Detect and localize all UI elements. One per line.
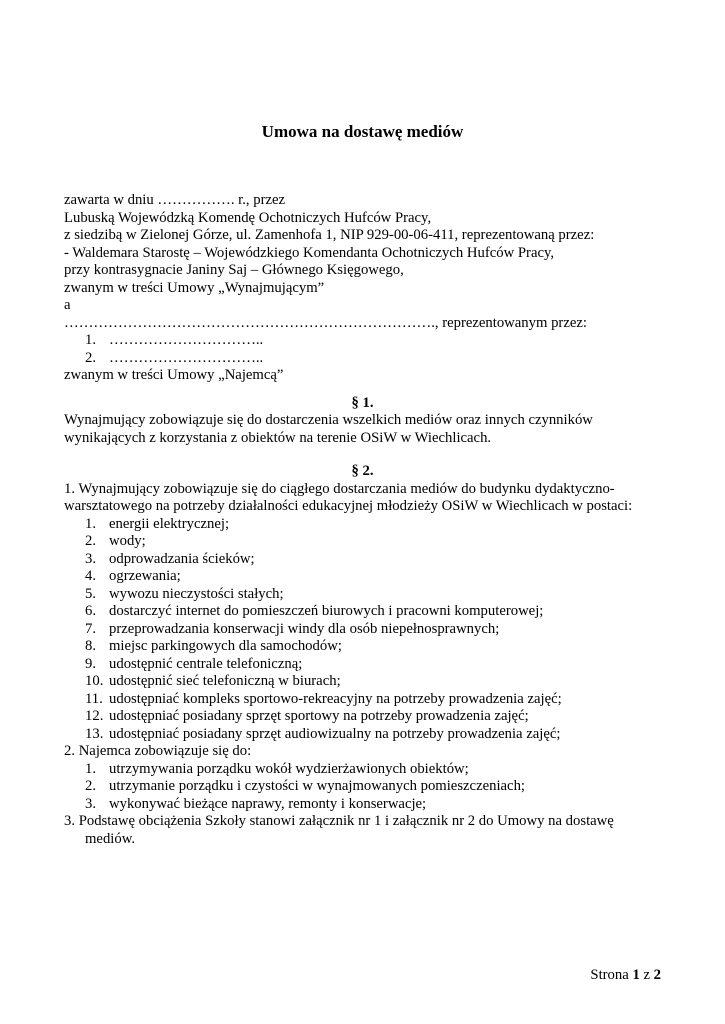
list-item-number: 1. — [85, 760, 97, 777]
list-item-text: wykonywać bieżące naprawy, remonty i konserwacje; — [109, 795, 427, 812]
section-2-point-3: 3. Podstawę obciążenia Szkoły stanowi załącznik nr 1 i załącznik nr 2 do Umowy na dostawę mediów. — [64, 813, 618, 847]
intro-line: z siedzibą w Zielonej Górze, ul. Zamenhofa 1, NIP 929-00-06-411, reprezentowaną przez: — [64, 227, 595, 243]
list-item — [64, 551, 661, 569]
section-2-point-2: 2. Najemca zobowiązuje się do: — [64, 743, 252, 759]
list-item-number: 1. — [85, 332, 97, 348]
intro-paragraph — [64, 192, 661, 385]
intro-closing-line: zwanym w treści Umowy „Najemcą” — [64, 367, 284, 383]
list-item-number: 3. — [85, 795, 97, 812]
party-blank-item — [64, 350, 661, 368]
section-2-heading: § 2. — [351, 463, 374, 479]
list-item — [64, 533, 661, 551]
list-item — [64, 691, 661, 709]
list-item-text: udostępniać posiadany sprzęt sportowy na potrzeby prowadzenia zajęć; — [109, 708, 529, 724]
list-item-text: dostarczyć internet do pomieszczeń biurowych i pracowni komputerowej; — [109, 603, 544, 619]
list-item-text: ………………………….. — [109, 349, 264, 366]
list-item — [64, 778, 661, 796]
list-item-text: udostępnić sieć telefoniczną w biurach; — [109, 673, 341, 689]
list-item-number: 10. — [85, 673, 104, 689]
list-item — [64, 621, 661, 639]
party-blank-item — [64, 332, 661, 350]
list-item-number: 12. — [85, 708, 104, 724]
intro-line: a — [64, 297, 71, 313]
list-item-text: udostępniać kompleks sportowo-rekreacyjny na potrzeby prowadzenia zajęć; — [109, 690, 562, 707]
list-item — [64, 603, 661, 621]
list-item-text: udostępnić centrale telefoniczną; — [109, 655, 303, 672]
page-number: 1 — [632, 967, 640, 983]
list-item-number: 9. — [85, 655, 97, 672]
list-item — [64, 638, 661, 656]
intro-line: - Waldemara Starostę – Wojewódzkiego Komendanta Ochotniczych Hufców Pracy, — [64, 244, 555, 261]
list-item — [64, 516, 661, 534]
list-item-number: 5. — [85, 585, 97, 602]
footer-label: Strona — [590, 967, 629, 983]
intro-line: Lubuską Wojewódzką Komendę Ochotniczych Hufców Pracy, — [64, 209, 432, 226]
list-item-text: energii elektrycznej; — [109, 515, 230, 532]
list-item — [64, 656, 661, 674]
list-item-number: 8. — [85, 638, 97, 654]
list-item-text: przeprowadzania konserwacji windy dla osób niepełnosprawnych; — [109, 620, 500, 637]
intro-line: przy kontrasygnacie Janiny Saj – Głównego Księgowego, — [64, 262, 404, 278]
list-item-number: 1. — [85, 515, 97, 532]
list-item-text: wody; — [109, 533, 146, 549]
list-item — [64, 568, 661, 586]
intro-line: zawarta w dniu ……………. r., przez — [64, 192, 286, 208]
list-item-text: udostępniać posiadany sprzęt audiowizualny na potrzeby prowadzenia zajęć; — [109, 725, 561, 742]
list-item-text: wywozu nieczystości stałych; — [109, 585, 284, 602]
list-item — [64, 761, 661, 779]
list-item-number: 6. — [85, 603, 97, 619]
list-item-number: 4. — [85, 568, 97, 584]
document-content — [64, 0, 661, 848]
list-item-text: ………………………….. — [109, 332, 264, 348]
section-1-heading: § 1. — [351, 394, 374, 411]
intro-line: …………………………………………………………………., reprezentowanym przez: — [64, 314, 587, 331]
list-item-number: 2. — [85, 778, 97, 794]
total-pages: 2 — [653, 967, 661, 983]
section-2-point-1: 1. Wynajmujący zobowiązuje się do ciągłego dostarczania mediów do budynku dydaktyczno-warsztatowego na potrzeby działalności edukacyjnej młodzieży OSiW w Wiechlicach w postaci: — [64, 480, 633, 514]
list-item-text: odprowadzania ścieków; — [109, 550, 255, 567]
list-item-number: 3. — [85, 550, 97, 567]
list-item-number: 11. — [85, 690, 103, 707]
list-item-number: 2. — [85, 533, 97, 549]
list-item-text: ogrzewania; — [109, 568, 181, 584]
page-footer — [590, 967, 661, 985]
intro-line: zwanym w treści Umowy „Wynajmującym” — [64, 279, 325, 296]
list-item — [64, 673, 661, 691]
list-item-number: 2. — [85, 349, 97, 366]
list-item-text: miejsc parkingowych dla samochodów; — [109, 638, 342, 654]
list-item-number: 13. — [85, 725, 104, 742]
footer-of-label: z — [643, 967, 650, 983]
list-item-text: utrzymanie porządku i czystości w wynajmowanych pomieszczeniach; — [109, 778, 525, 794]
list-item — [64, 708, 661, 726]
list-item — [64, 796, 661, 814]
list-item — [64, 586, 661, 604]
list-item — [64, 726, 661, 744]
list-item-text: utrzymywania porządku wokół wydzierżawionych obiektów; — [109, 760, 469, 777]
list-item-number: 7. — [85, 620, 97, 637]
document-title: Umowa na dostawę mediów — [261, 122, 464, 141]
section-1-body: Wynajmujący zobowiązuje się do dostarczenia wszelkich mediów oraz innych czynników wynikających z korzystania z obiektów na terenie OSiW w Wiechlicach. — [64, 412, 597, 446]
